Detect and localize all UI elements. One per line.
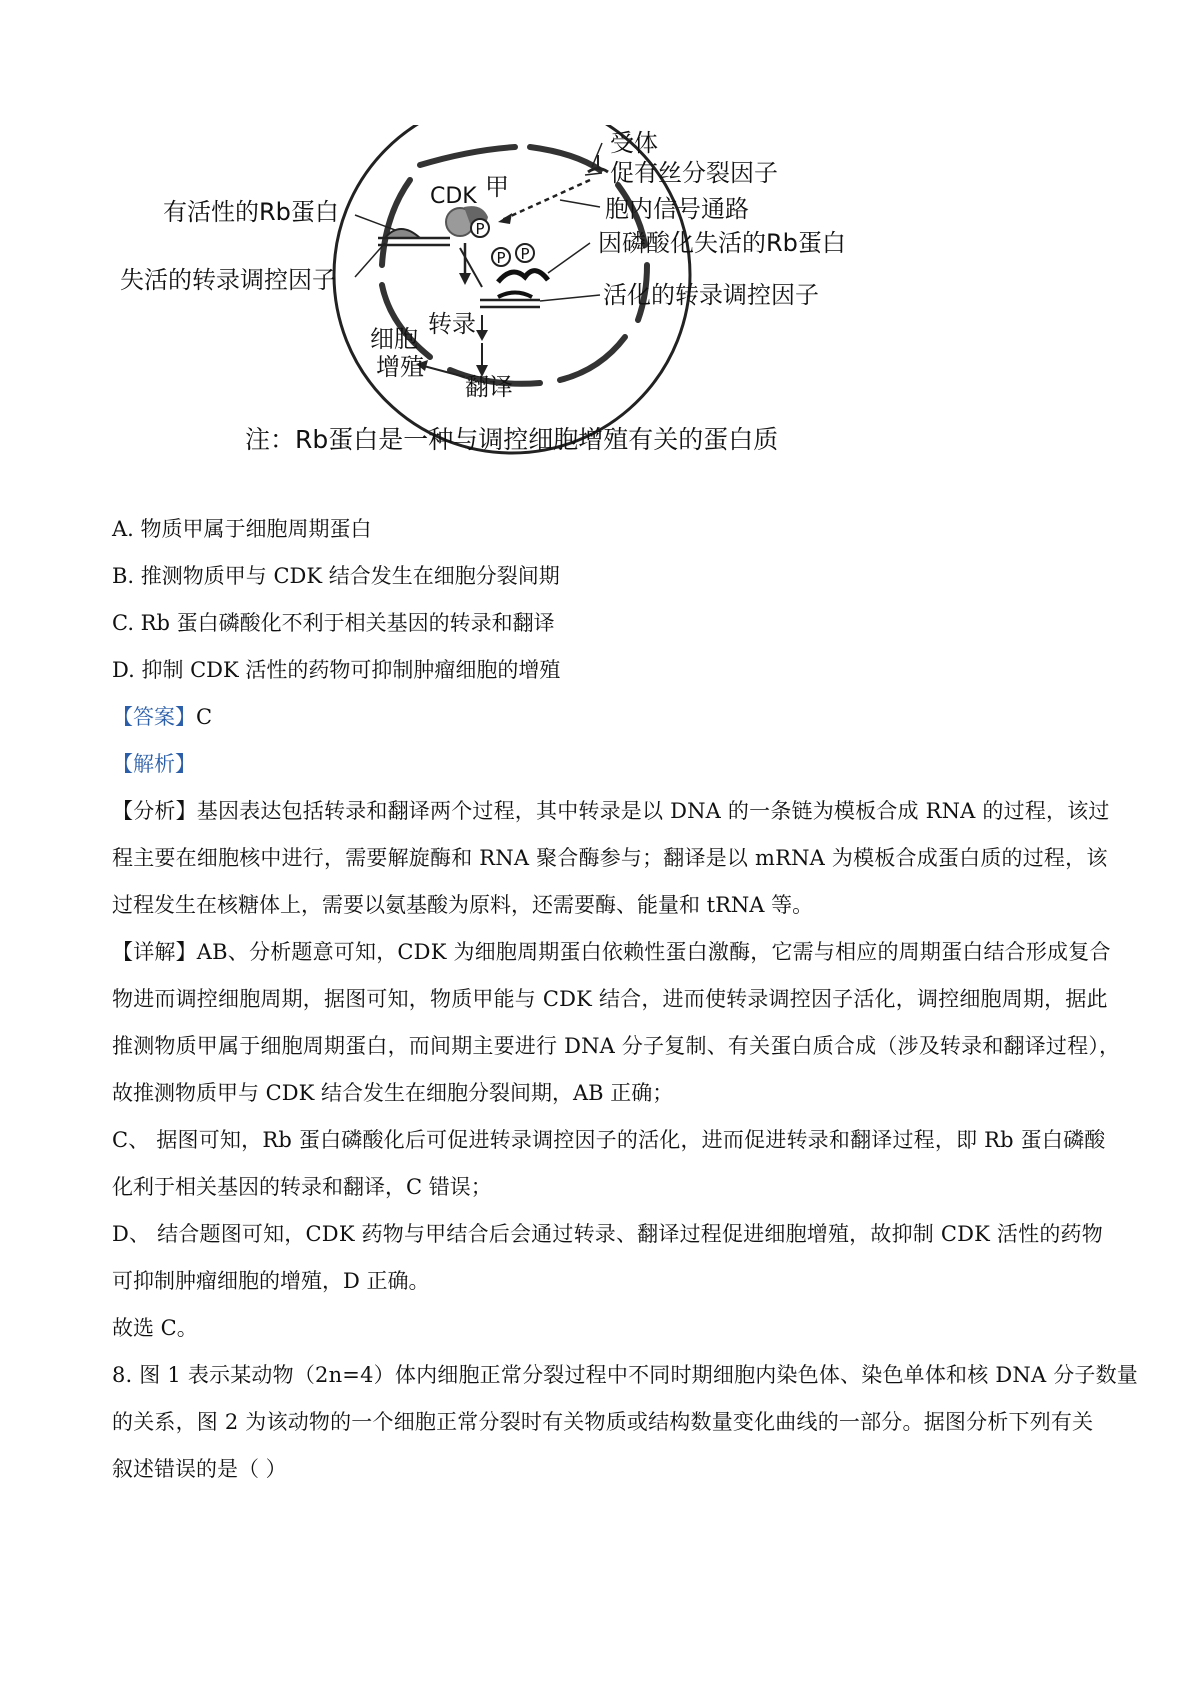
analysis-heading: 【解析】	[112, 752, 196, 776]
detail-line-6: 化利于相关基因的转录和翻译，C 错误；	[112, 1175, 492, 1199]
label-proliferation: 增殖	[376, 353, 424, 381]
detail-line-8: 可抑制肿瘤细胞的增殖，D 正确。	[112, 1269, 430, 1293]
option-d: D. 抑制 CDK 活性的药物可抑制肿瘤细胞的增殖	[112, 658, 561, 682]
label-cell: 细胞	[370, 325, 418, 353]
label-active-rb: 有活性的Rb蛋白	[163, 198, 339, 226]
label-receptor: 受体	[610, 129, 658, 157]
phos-rb-shape	[498, 271, 548, 282]
detail-line-1: 【详解】AB、分析题意可知，CDK 为细胞周期蛋白依赖性蛋白激酶，它需与相应的周期蛋白结合形成复合	[112, 940, 1111, 964]
detail-line-3: 推测物质甲属于细胞周期蛋白，而间期主要进行 DNA 分子复制、有关蛋白质合成（涉及转录和翻译过程），	[112, 1034, 1121, 1058]
label-phos-rb: 因磷酸化失活的Rb蛋白	[598, 229, 846, 257]
label-cdk: CDK	[430, 184, 477, 209]
analysis-line-2: 程主要在细胞核中进行，需要解旋酶和 RNA 聚合酶参与；翻译是以 mRNA 为模板合成蛋白质的过程，该	[112, 846, 1108, 870]
p-label-1: P	[475, 220, 485, 238]
analysis-line-3: 过程发生在核糖体上，需要以氨基酸为原料，还需要酶、能量和 tRNA 等。	[112, 893, 814, 917]
detail-line-4: 故推测物质甲与 CDK 结合发生在细胞分裂间期，AB 正确；	[112, 1081, 674, 1105]
question8-line-2: 的关系，图 2 为该动物的一个细胞正常分裂时有关物质或结构数量变化曲线的一部分。据图分析下列有关	[112, 1410, 1094, 1434]
label-active-tf: 活化的转录调控因子	[603, 281, 819, 309]
question8-line-3: 叙述错误的是（ ）	[112, 1457, 287, 1481]
label-translation: 翻译	[465, 373, 513, 401]
label-mitogen: 促有丝分裂因子	[610, 159, 778, 187]
label-jia: 甲	[485, 173, 509, 201]
p-label-3: P	[520, 245, 530, 263]
option-b: B. 推测物质甲与 CDK 结合发生在细胞分裂间期	[112, 564, 560, 588]
p-label-2: P	[496, 249, 506, 267]
answer-value: C	[196, 705, 213, 729]
detail-line-2: 物进而调控细胞周期，据图可知，物质甲能与 CDK 结合，进而使转录调控因子活化，调控细胞周期，据此	[112, 987, 1108, 1011]
detail-line-9: 故选 C。	[112, 1316, 198, 1340]
label-inactive-tf: 失活的转录调控因子	[120, 266, 336, 294]
cell-cycle-figure	[120, 125, 940, 505]
label-signal-path: 胞内信号通路	[605, 195, 749, 223]
cell-diagram	[120, 125, 940, 505]
nuclear-envelope	[382, 147, 647, 384]
answer-line	[112, 702, 212, 732]
option-a: A. 物质甲属于细胞周期蛋白	[112, 517, 372, 541]
option-c: C. Rb 蛋白磷酸化不利于相关基因的转录和翻译	[112, 611, 555, 635]
detail-line-7: D、 结合题图可知，CDK 药物与甲结合后会通过转录、翻译过程促进细胞增殖，故抑制 CDK 活性的药物	[112, 1222, 1103, 1246]
question8-line-1: 8. 图 1 表示某动物（2n=4）体内细胞正常分裂过程中不同时期细胞内染色体、染色单体和核 DNA 分子数量	[112, 1363, 1138, 1387]
signal-arrow	[502, 180, 590, 220]
figure-note: 注：Rb蛋白是一种与调控细胞增殖有关的蛋白质	[245, 425, 779, 454]
detail-line-5: C、 据图可知，Rb 蛋白磷酸化后可促进转录调控因子的活化，进而促进转录和翻译过程，即 Rb 蛋白磷酸	[112, 1128, 1106, 1152]
analysis-line-1: 【分析】基因表达包括转录和翻译两个过程，其中转录是以 DNA 的一条链为模板合成 RNA 的过程，该过	[112, 799, 1110, 823]
label-transcription: 转录	[428, 310, 476, 338]
answer-label: 【答案】	[112, 705, 196, 729]
